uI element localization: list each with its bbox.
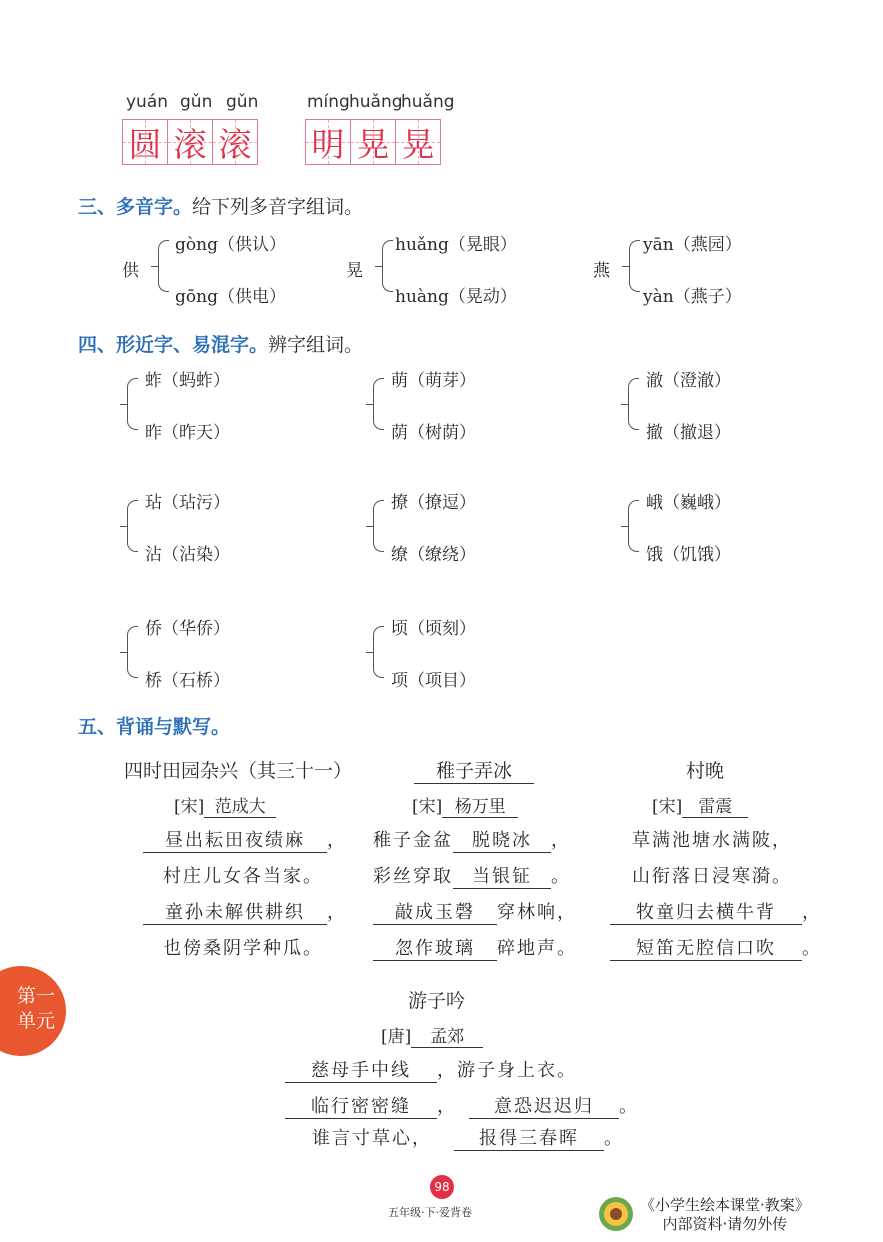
- brace: [628, 500, 639, 552]
- section4-heading: 四、形近字、易混字。辨字组词。: [78, 334, 364, 356]
- brace: [158, 240, 169, 292]
- similar-char-pair-a: 撩（撩逗）: [391, 493, 476, 513]
- similar-char-pair-a: 澈（澄澈）: [646, 371, 731, 391]
- similar-char-pair-a: 顷（顷刻）: [391, 619, 476, 639]
- polyphone-char: 供: [122, 261, 139, 281]
- polyphone-reading: gōng（供电）: [175, 287, 286, 307]
- polyphone-reading: yàn（燕子）: [643, 287, 742, 307]
- brace: [628, 378, 639, 430]
- poem-line: 昼出耘田夜绩麻 ，: [143, 826, 347, 853]
- section3-heading: 三、多音字。给下列多音字组词。: [78, 196, 364, 218]
- char-grid-2: [305, 119, 441, 165]
- footer-grade: 五年级·下·爱背卷: [388, 1206, 472, 1219]
- poem-line: 彩丝穿取 当银钲 。: [373, 862, 571, 889]
- pinyin-ming: míng: [307, 92, 350, 112]
- unit-tab-label: 第一 单元: [16, 985, 55, 1032]
- similar-char-pair-b: 荫（树荫）: [391, 423, 476, 443]
- footer-brand: 《小学生绘本课堂·教案》 内部资料·请勿外传: [640, 1196, 810, 1233]
- similar-char-pair-a: 蚱（蚂蚱）: [145, 371, 230, 391]
- brace: [127, 626, 138, 678]
- poem-line: 临行密密缝 ， 意恐迟迟归 。: [285, 1092, 639, 1119]
- polyphone-reading: huàng（晃动）: [395, 287, 517, 307]
- poem-line: 短笛无腔信口吹 。: [610, 934, 822, 961]
- char-grid-1: [122, 119, 258, 165]
- similar-char-pair-b: 沾（沾染）: [145, 545, 230, 565]
- brace: [127, 378, 138, 430]
- poem-byline: [宋] 杨万里: [412, 792, 518, 818]
- poem-title: 稚子弄冰: [414, 756, 534, 784]
- similar-char-pair-a: 侨（华侨）: [145, 619, 230, 639]
- logo-icon: [598, 1196, 634, 1232]
- section5-heading: 五、背诵与默写。: [78, 716, 231, 738]
- brace: [382, 240, 393, 292]
- polyphone-char: 晃: [346, 261, 363, 281]
- brace: [373, 378, 384, 430]
- poem-byline: [宋] 雷震: [652, 792, 748, 818]
- pinyin-gun-1: gǔn: [180, 92, 213, 112]
- brace: [373, 626, 384, 678]
- poem-title: 村晚: [686, 760, 725, 782]
- similar-char-pair-a: 峨（巍峨）: [646, 493, 731, 513]
- brace: [373, 500, 384, 552]
- poem-byline: [宋] 范成大: [174, 792, 276, 818]
- poem-byline: [唐] 孟郊: [381, 1022, 483, 1048]
- grid-cell: 滚: [167, 119, 213, 165]
- grid-cell: 圆: [122, 119, 168, 165]
- page-number: 98: [430, 1175, 454, 1199]
- grid-cell: 明: [305, 119, 351, 165]
- grid-cell: 晃: [350, 119, 396, 165]
- similar-char-pair-b: 饿（饥饿）: [646, 545, 731, 565]
- polyphone-reading: gòng（供认）: [175, 235, 286, 255]
- similar-char-pair-b: 昨（昨天）: [145, 423, 230, 443]
- poem-line: 山衔落日浸寒漪。: [632, 866, 792, 887]
- brace: [629, 240, 640, 292]
- pinyin-gun-2: gǔn: [226, 92, 259, 112]
- poem-line: 牧童归去横牛背 ，: [610, 898, 822, 925]
- pinyin-yuan: yuán: [126, 92, 169, 112]
- poem-line: 也傍桑阴学种瓜。: [163, 938, 323, 959]
- similar-char-pair-a: 玷（玷污）: [145, 493, 230, 513]
- poem-title: 游子吟: [408, 990, 466, 1012]
- poem-line: 谁言寸草心， 报得三春晖 。: [312, 1124, 624, 1151]
- poem-line: 村庄儿女各当家。: [163, 866, 323, 887]
- polyphone-reading: huǎng（晃眼）: [395, 235, 517, 255]
- poem-line: 童孙未解供耕织 ，: [143, 898, 347, 925]
- pinyin-huang-2: huǎng: [401, 92, 455, 112]
- poem-line: 稚子金盆 脱晓冰 ，: [373, 826, 571, 853]
- poem-title: 四时田园杂兴（其三十一）: [124, 760, 353, 782]
- similar-char-pair-b: 缭（缭绕）: [391, 545, 476, 565]
- poem-line: 忽作玻璃 碎地声。: [373, 934, 577, 961]
- pinyin-huang-1: huǎng: [349, 92, 403, 112]
- grid-cell: 滚: [212, 119, 258, 165]
- similar-char-pair-b: 桥（石桥）: [145, 671, 230, 691]
- polyphone-reading: yān（燕园）: [643, 235, 742, 255]
- similar-char-pair-b: 项（项目）: [391, 671, 476, 691]
- similar-char-pair-a: 萌（萌芽）: [391, 371, 476, 391]
- polyphone-char: 燕: [593, 261, 610, 281]
- poem-line: 草满池塘水满陂，: [632, 830, 792, 851]
- poem-line: 敲成玉磬 穿林响，: [373, 898, 577, 925]
- grid-cell: 晃: [395, 119, 441, 165]
- poem-line: 慈母手中线 ，游子身上衣。: [285, 1056, 577, 1083]
- brace: [127, 500, 138, 552]
- similar-char-pair-b: 撤（撤退）: [646, 423, 731, 443]
